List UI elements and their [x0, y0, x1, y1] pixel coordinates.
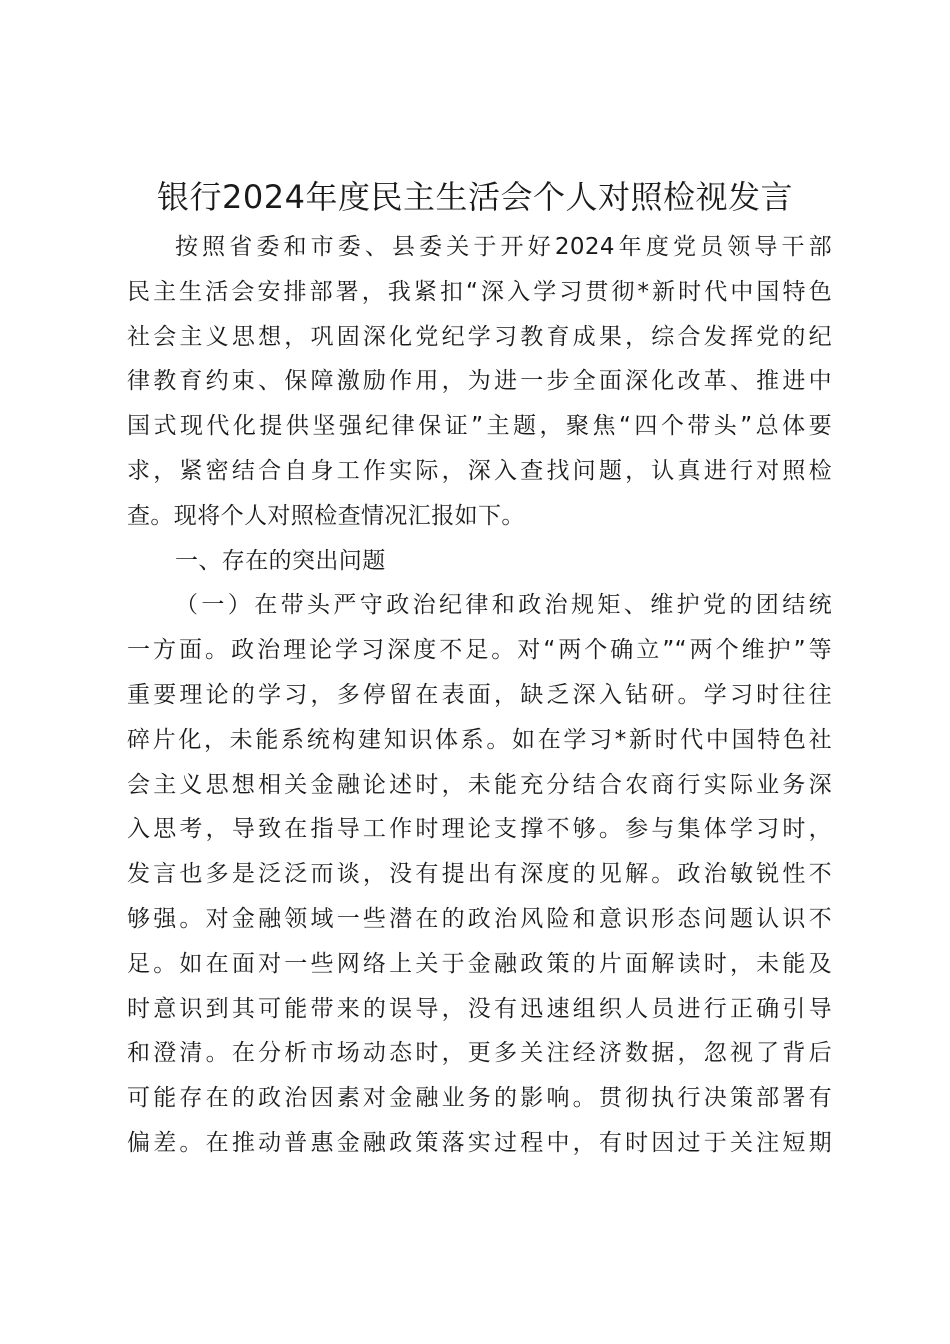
text-line: 求，紧密结合自身工作实际，深入查找问题，认真进行对照检 — [127, 457, 832, 484]
text-line: 和澄清。在分析市场动态时，更多关注经济数据，忽视了背后 — [127, 1040, 832, 1067]
section-heading: 一、存在的突出问题 — [175, 547, 386, 574]
text-line: 社会主义思想，巩固深化党纪学习教育成果，综合发挥党的纪 — [127, 323, 832, 350]
text-line: 碎片化，未能系统构建知识体系。如在学习*新时代中国特色社 — [127, 726, 832, 753]
document-body — [127, 225, 832, 1166]
text-line: 民主生活会安排部署，我紧扣“深入学习贯彻*新时代中国特色 — [127, 278, 832, 305]
text-line: 国式现代化提供坚强纪律保证”主题，聚焦“四个带头”总体要 — [127, 413, 832, 440]
text-line: 按照省委和市委、县委关于开好2024年度党员领导干部 — [175, 234, 832, 260]
text-line: 偏差。在推动普惠金融政策落实过程中，有时因过于关注短期 — [127, 1129, 832, 1156]
text-line: （一）在带头严守政治纪律和政治规矩、维护党的团结统 — [175, 592, 832, 619]
text-line: 时意识到其可能带来的误导，没有迅速组织人员进行正确引导 — [127, 995, 832, 1022]
text-line: 够强。对金融领域一些潜在的政治风险和意识形态问题认识不 — [127, 905, 832, 932]
text-line: 律教育约束、保障激励作用，为进一步全面深化改革、推进中 — [127, 368, 832, 395]
text-line: 可能存在的政治因素对金融业务的影响。贯彻执行决策部署有 — [127, 1085, 832, 1112]
text-line: 重要理论的学习，多停留在表面，缺乏深入钻研。学习时往往 — [127, 681, 832, 708]
text-line: 发言也多是泛泛而谈，没有提出有深度的见解。政治敏锐性不 — [127, 861, 832, 888]
text-line: 查。现将个人对照检查情况汇报如下。 — [127, 502, 525, 529]
document-title: 银行2024年度民主生活会个人对照检视发言 — [157, 178, 793, 216]
text-line: 一方面。政治理论学习深度不足。对“两个确立”“两个维护”等 — [127, 637, 832, 664]
text-line: 入思考，导致在指导工作时理论支撑不够。参与集体学习时， — [127, 816, 832, 843]
text-line: 会主义思想相关金融论述时，未能充分结合农商行实际业务深 — [127, 771, 832, 798]
text-line: 足。如在面对一些网络上关于金融政策的片面解读时，未能及 — [127, 950, 832, 977]
